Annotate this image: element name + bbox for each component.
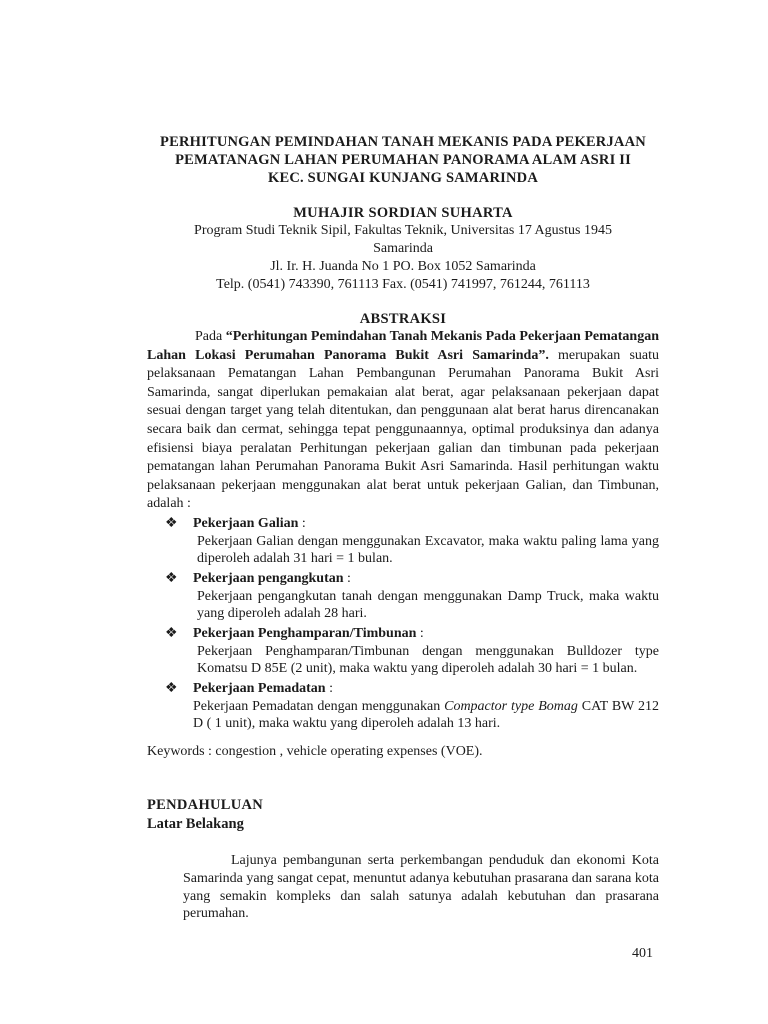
bullet-text: Pekerjaan Penghamparan/Timbunan dengan menggunakan Bulldozer type Komatsu D 85E (2 unit), maka waktu yang diperoleh adalah 30 hari = 1 bulan. [197, 643, 659, 677]
affiliation-line: Jl. Ir. H. Juanda No 1 PO. Box 1052 Samarinda [270, 259, 536, 274]
subsection-heading: Latar Belakang [147, 815, 244, 832]
bullet-text-post: CAT BW 212 D ( 1 unit), maka waktu yang diperoleh adalah 13 hari. [193, 698, 659, 732]
abstract-text: merupakan suatu pelaksanaan Pematangan Lahan Pembangunan Perumahan Panorama Bukit Asri Samarinda, sangat diperlukan pemakaian alat berat, agar pelaksanaan pekerjaan dapat sesuai dengan target yang telah ditentukan, dan penggunaan alat berat harus direncanakan secara baik dan cermat, sehingga tepat penggunaannya, optimal produksinya dan adanya efisiensi biaya peralatan Perhitungan pekerjaan galian dan timbunan pada pekerjaan pematangan lahan Perumahan Panorama Bukit Asri Samarinda. Hasil perhitungan waktu pelaksanaan pekerjaan menggunakan alat berat untuk pekerjaan Galian, dan Timbunan, adalah : [147, 347, 659, 512]
paper-title [147, 133, 659, 187]
affiliation [147, 222, 659, 294]
bullet-label: Pekerjaan pengangkutan [193, 570, 344, 586]
result-list [147, 515, 659, 733]
author-name: MUHAJIR SORDIAN SUHARTA [293, 205, 513, 221]
affiliation-line: Samarinda [373, 241, 433, 256]
title-line: KEC. SUNGAI KUNJANG SAMARINDA [267, 170, 539, 186]
page-number: 401 [632, 946, 653, 961]
document-page [147, 133, 659, 923]
bullet-suffix: : [325, 680, 333, 696]
diamond-bullet-icon: ❖ [165, 680, 178, 696]
diamond-bullet-icon: ❖ [165, 515, 178, 531]
keywords: Keywords : congestion , vehicle operating expenses (VOE). [147, 743, 483, 759]
bullet-suffix: : [343, 570, 351, 586]
affiliation-line: Telp. (0541) 743390, 761113 Fax. (0541) 741997, 761244, 761113 [216, 277, 590, 292]
intro-paragraph [183, 852, 659, 923]
bullet-label: Pekerjaan Penghamparan/Timbunan [193, 625, 417, 641]
bullet-suffix: : [416, 625, 424, 641]
title-line: PERHITUNGAN PEMINDAHAN TANAH MEKANIS PADA PEKERJAAN [160, 134, 646, 150]
section-heading: PENDAHULUAN [147, 796, 264, 813]
abstract-lead-title: “Perhitungan Pemindahan Tanah Mekanis Pada Pekerjaan Pematangan Lahan Lokasi Perumahan Panorama Bukit Asri Samarinda”. [147, 329, 659, 363]
bullet-text-italic: Compactor type Bomag [444, 698, 578, 714]
bullet-label: Pekerjaan Pemadatan [193, 680, 326, 696]
bullet-label: Pekerjaan Galian [193, 515, 299, 531]
bullet-text: Pekerjaan pengangkutan tanah dengan menggunakan Damp Truck, maka waktu yang diperoleh adalah 28 hari. [197, 588, 659, 622]
bullet-text: Pekerjaan Galian dengan menggunakan Excavator, maka waktu paling lama yang diperoleh adalah 31 hari = 1 bulan. [197, 533, 659, 567]
bullet-text-pre: Pekerjaan Pemadatan dengan menggunakan [193, 698, 445, 714]
intro-text: Lajunya pembangunan serta perkembangan penduduk dan ekonomi Kota Samarinda yang sangat cepat, menuntut adanya kebutuhan prasarana dan sarana kota yang semakin kompleks dan salah satunya adalah kebutuhan dan prasarana perumahan. [183, 852, 659, 922]
abstract-pre: Pada [195, 329, 226, 344]
list-item [147, 625, 659, 643]
affiliation-line: Program Studi Teknik Sipil, Fakultas Teknik, Universitas 17 Agustus 1945 [194, 223, 612, 238]
list-item [147, 570, 659, 588]
abstract-heading: ABSTRAKSI [359, 311, 447, 327]
bullet-text [193, 698, 659, 733]
list-item [147, 680, 659, 698]
list-item [147, 515, 659, 533]
diamond-bullet-icon: ❖ [165, 625, 178, 641]
diamond-bullet-icon: ❖ [165, 570, 178, 586]
abstract-body [147, 328, 659, 514]
bullet-suffix: : [298, 515, 306, 531]
title-line: PEMATANAGN LAHAN PERUMAHAN PANORAMA ALAM ASRI II [175, 152, 631, 168]
